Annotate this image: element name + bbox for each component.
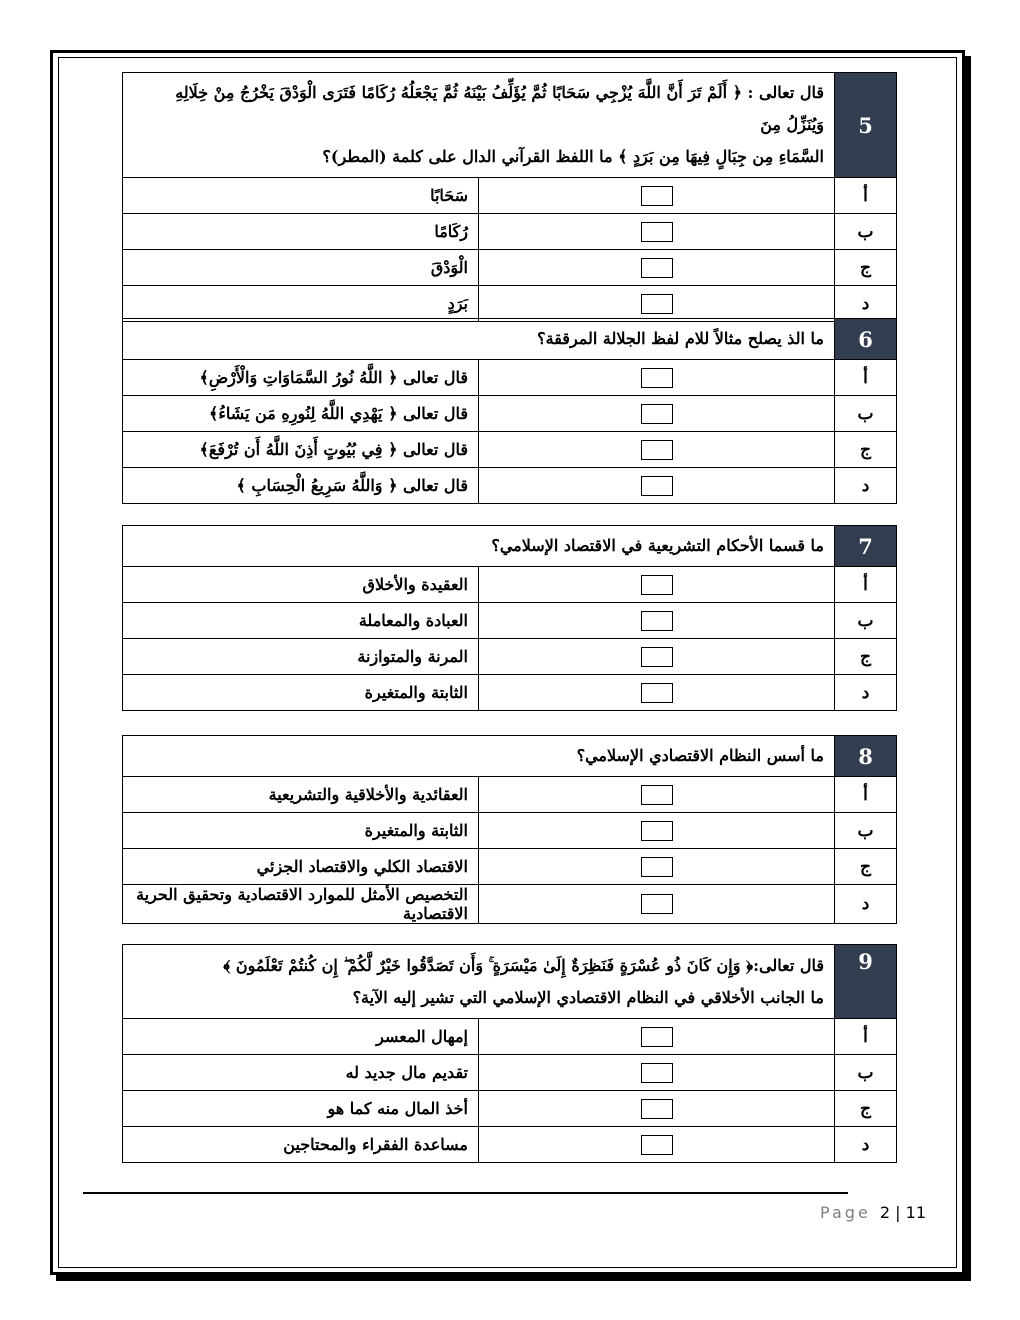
option-row	[123, 178, 897, 214]
option-checkbox[interactable]	[641, 222, 673, 242]
option-checkbox[interactable]	[641, 476, 673, 496]
option-text: مساعدة الفقراء والمحتاجين	[123, 1127, 479, 1163]
option-checkbox[interactable]	[641, 186, 673, 206]
option-checkbox[interactable]	[641, 1099, 673, 1119]
option-text: العقائدية والأخلاقية والتشريعية	[123, 777, 479, 813]
option-letter: د	[835, 286, 897, 322]
option-checkbox[interactable]	[641, 1027, 673, 1047]
option-letter: أ	[835, 777, 897, 813]
option-row	[123, 777, 897, 813]
option-letter: أ	[835, 567, 897, 603]
option-letter: د	[835, 675, 897, 711]
option-letter: ج	[835, 250, 897, 286]
option-row	[123, 567, 897, 603]
option-row	[123, 639, 897, 675]
question-text-line-1: قال تعالى:﴿ وَإِن كَانَ ذُو عُسْرَةٍ فَنَظِرَةٌ إِلَىٰ مَيْسَرَةٍ ۚ وَأَن تَصَدَّقُوا خَيْرٌ لَّكُمْ ۖ إِن كُنتُمْ تَعْلَمُونَ ﴾	[223, 955, 824, 975]
option-letter: ب	[835, 813, 897, 849]
option-checkbox[interactable]	[641, 683, 673, 703]
option-letter: د	[835, 468, 897, 504]
option-checkbox[interactable]	[641, 785, 673, 805]
option-checkbox[interactable]	[641, 894, 673, 914]
question-8	[122, 735, 897, 924]
option-text: بَرَدٍ	[123, 286, 479, 322]
option-checkbox[interactable]	[641, 611, 673, 631]
option-letter: ج	[835, 432, 897, 468]
option-text: العبادة والمعاملة	[123, 603, 479, 639]
option-row	[123, 250, 897, 286]
option-checkbox[interactable]	[641, 647, 673, 667]
option-checkbox[interactable]	[641, 1063, 673, 1083]
question-number: 6	[835, 319, 897, 360]
question-5	[122, 72, 897, 322]
option-row	[123, 468, 897, 504]
option-row	[123, 396, 897, 432]
option-text: تقديم مال جديد له	[123, 1055, 479, 1091]
option-text: إمهال المعسر	[123, 1019, 479, 1055]
option-text: الثابتة والمتغيرة	[123, 675, 479, 711]
option-text: قال تعالى ﴿ يَهْدِي اللَّهُ لِنُورِهِ مَن يَشَاءُ﴾	[123, 396, 479, 432]
option-text: المرنة والمتوازنة	[123, 639, 479, 675]
option-row	[123, 286, 897, 322]
option-letter: ج	[835, 849, 897, 885]
question-7	[122, 525, 897, 711]
option-text: رُكَامًا	[123, 214, 479, 250]
option-text: التخصيص الأمثل للموارد الاقتصادية وتحقيق الحرية الاقتصادية	[123, 885, 479, 924]
option-row	[123, 849, 897, 885]
option-checkbox[interactable]	[641, 258, 673, 278]
option-text: قال تعالى ﴿ وَاللَّهُ سَرِيعُ الْحِسَابِ ﴾	[123, 468, 479, 504]
option-letter: ج	[835, 1091, 897, 1127]
page-current: 2	[879, 1203, 891, 1222]
option-text: الثابتة والمتغيرة	[123, 813, 479, 849]
option-letter: د	[835, 885, 897, 924]
page-footer	[820, 1203, 926, 1222]
question-number: 7	[835, 526, 897, 567]
option-row	[123, 214, 897, 250]
option-letter: ج	[835, 639, 897, 675]
option-row	[123, 1019, 897, 1055]
option-row	[123, 1055, 897, 1091]
question-text	[123, 945, 835, 1019]
question-text: ما قسما الأحكام التشريعية في الاقتصاد الإسلامي؟	[123, 526, 835, 567]
option-letter: ب	[835, 1055, 897, 1091]
question-text: ما أسس النظام الاقتصادي الإسلامي؟	[123, 736, 835, 777]
option-checkbox[interactable]	[641, 368, 673, 388]
option-letter: أ	[835, 360, 897, 396]
option-checkbox[interactable]	[641, 294, 673, 314]
option-row	[123, 432, 897, 468]
option-checkbox[interactable]	[641, 575, 673, 595]
page-word: Page	[820, 1203, 871, 1222]
question-number: 9	[835, 945, 897, 1019]
question-text: ما الذ يصلح مثالاً للام لفظ الجلالة المرققة؟	[123, 319, 835, 360]
option-letter: ب	[835, 214, 897, 250]
option-checkbox[interactable]	[641, 821, 673, 841]
page-total: 11	[905, 1203, 926, 1222]
option-checkbox[interactable]	[641, 857, 673, 877]
option-row	[123, 1127, 897, 1163]
option-text: الاقتصاد الكلي والاقتصاد الجزئي	[123, 849, 479, 885]
question-number: 8	[835, 736, 897, 777]
option-letter: أ	[835, 178, 897, 214]
question-9	[122, 944, 897, 1163]
option-letter: د	[835, 1127, 897, 1163]
option-row	[123, 885, 897, 924]
option-text: قال تعالى ﴿ فِي بُيُوتٍ أَذِنَ اللَّهُ أَن تُرْفَعَ﴾	[123, 432, 479, 468]
option-row	[123, 603, 897, 639]
option-text: قال تعالى ﴿ اللَّهُ نُورُ السَّمَاوَاتِ وَالْأَرْضِ﴾	[123, 360, 479, 396]
question-text-line-2: ما الجانب الأخلاقي في النظام الاقتصادي الإسلامي التي تشير إليه الآية؟	[352, 987, 824, 1007]
footer-divider	[83, 1192, 848, 1194]
question-text-line-1: قال تعالى : ﴿ أَلَمْ تَرَ أَنَّ اللَّهَ يُزْجِي سَحَابًا ثُمَّ يُؤَلِّفُ بَيْنَهُ ثُمَّ يَجْعَلُهُ رُكَامًا فَتَرَى الْوَدْقَ يَخْرُجُ مِنْ خِلَالِهِ وَيُنَزِّلُ مِنَ	[175, 83, 824, 134]
option-text: أخذ المال منه كما هو	[123, 1091, 479, 1127]
option-row	[123, 813, 897, 849]
option-text: العقيدة والأخلاق	[123, 567, 479, 603]
page-separator: |	[895, 1203, 901, 1222]
option-letter: ب	[835, 603, 897, 639]
option-row	[123, 360, 897, 396]
question-6	[122, 318, 897, 504]
option-letter: أ	[835, 1019, 897, 1055]
question-number: 5	[835, 73, 897, 178]
question-text	[123, 73, 835, 178]
option-text: سَحَابًا	[123, 178, 479, 214]
option-row	[123, 675, 897, 711]
option-row	[123, 1091, 897, 1127]
option-checkbox[interactable]	[641, 1135, 673, 1155]
option-checkbox[interactable]	[641, 404, 673, 424]
option-checkbox[interactable]	[641, 440, 673, 460]
option-text: الْوَدْقَ	[123, 250, 479, 286]
option-letter: ب	[835, 396, 897, 432]
question-text-line-2: السَّمَاءِ مِن جِبَالٍ فِيهَا مِن بَرَدٍ ﴾ ما اللفظ القرآني الدال على كلمة (المطر)؟	[322, 147, 824, 166]
